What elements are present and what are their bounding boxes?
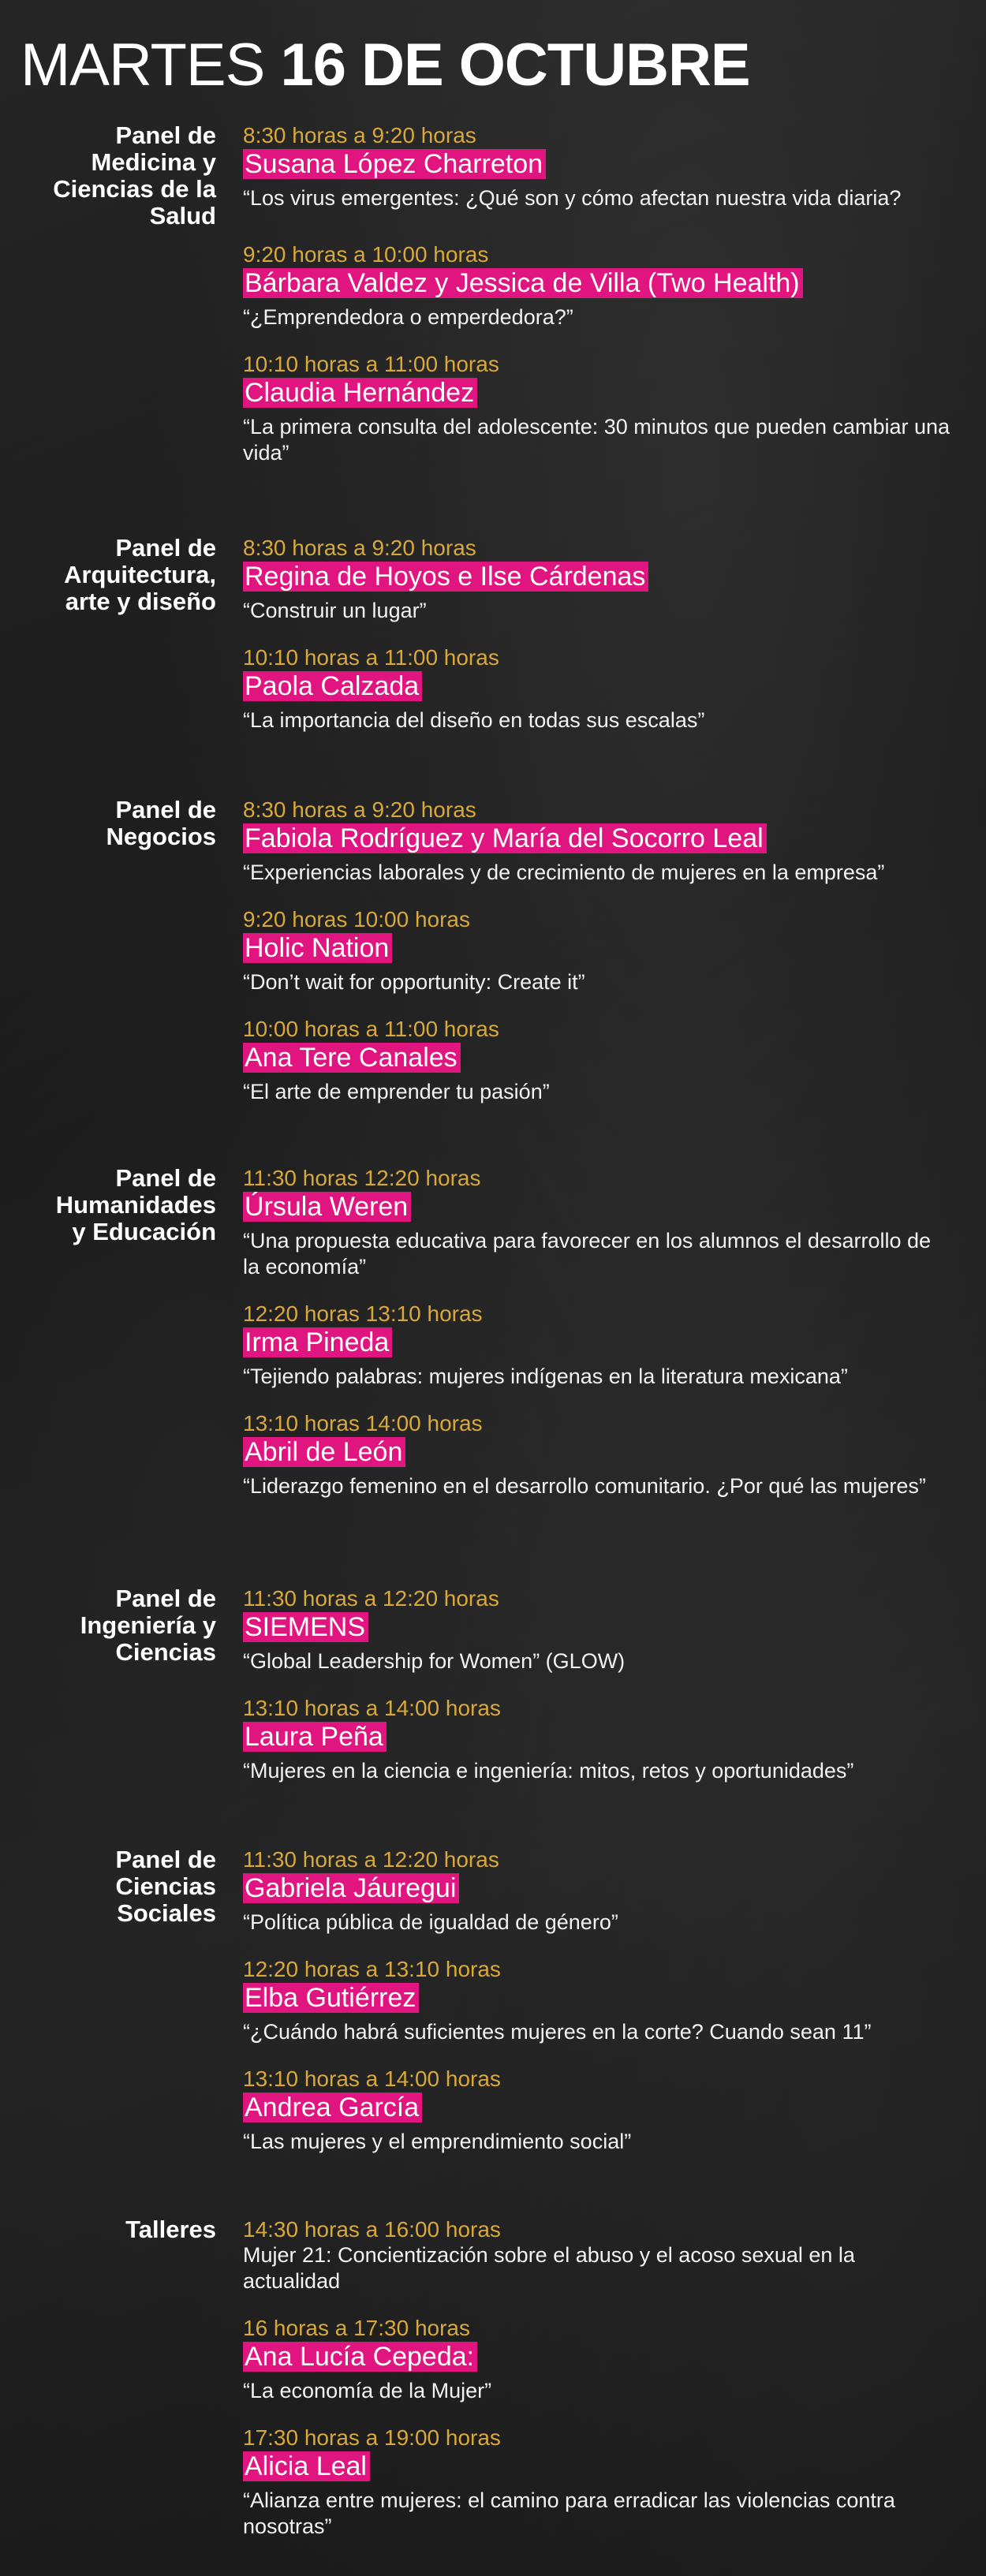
session-time: 10:00 horas a 11:00 horas: [243, 1017, 499, 1041]
speaker-name: Ana Lucía Cepeda:: [243, 2342, 477, 2372]
session-topic: “Política pública de igualdad de género”: [243, 1910, 618, 1934]
session-topic: “Construir un lugar”: [243, 599, 427, 622]
panel-name: Panel de Medicina y Ciencias de la Salud: [53, 121, 216, 230]
speaker-name: Bárbara Valdez y Jessica de Villa (Two Health): [243, 268, 803, 298]
session-topic: “Don’t wait for opportunity: Create it”: [243, 970, 585, 994]
session-item: [243, 1301, 953, 1390]
speaker-name: Irma Pineda: [243, 1327, 392, 1357]
speaker-name: SIEMENS: [243, 1612, 368, 1642]
speaker-name: Paola Calzada: [243, 671, 422, 701]
panel-name: Panel de Ingeniería y Ciencias: [80, 1585, 216, 1666]
session-topic: “La importancia del diseño en todas sus escalas”: [243, 708, 705, 732]
session-topic: “¿Cuándo habrá suficientes mujeres en la corte? Cuando sean 11”: [243, 2020, 872, 2044]
session-item: [243, 2066, 953, 2155]
session-item: [243, 1846, 953, 1936]
session-topic: “Una propuesta educativa para favorecer en los alumnos el desarrollo de la economía”: [243, 1229, 932, 1279]
panel-name: Talleres: [125, 2216, 216, 2243]
speaker-name: Laura Peña: [243, 1722, 387, 1752]
session-item: [243, 797, 953, 886]
session-item: [243, 906, 953, 995]
session-list: [243, 2216, 953, 2560]
speaker-name: Elba Gutiérrez: [243, 1983, 419, 2013]
session-time: 8:30 horas a 9:20 horas: [243, 123, 476, 147]
session-time: 13:10 horas 14:00 horas: [243, 1411, 483, 1435]
session-list: [243, 1585, 953, 1805]
session-time: 17:30 horas a 19:00 horas: [243, 2425, 501, 2450]
session-item: [243, 644, 953, 734]
session-time: 10:10 horas a 11:00 horas: [243, 352, 499, 376]
speaker-name: Andrea García: [243, 2093, 422, 2122]
session-time: 9:20 horas a 10:00 horas: [243, 242, 489, 267]
session-time: 11:30 horas a 12:20 horas: [243, 1847, 499, 1872]
session-time: 11:30 horas a 12:20 horas: [243, 1586, 499, 1611]
session-topic: “Tejiendo palabras: mujeres indígenas en la literatura mexicana”: [243, 1365, 848, 1388]
session-time: 13:10 horas a 14:00 horas: [243, 2066, 501, 2091]
title-date: 16 DE OCTUBRE: [280, 32, 750, 99]
session-topic: Mujer 21: Concientización sobre el abuso y el acoso sexual en la actualidad: [243, 2243, 855, 2293]
session-item: [243, 351, 953, 466]
session-topic: “La economía de la Mujer”: [243, 2379, 492, 2402]
speaker-name: Úrsula Weren: [243, 1192, 411, 1222]
session-time: 12:20 horas a 13:10 horas: [243, 1957, 501, 1981]
session-item: [243, 2425, 953, 2540]
session-topic: “¿Emprendedora o emperdedora?”: [243, 305, 573, 329]
speaker-name: Alicia Leal: [243, 2451, 370, 2481]
session-item: [243, 2315, 953, 2404]
speaker-name: Fabiola Rodríguez y María del Socorro Leal: [243, 823, 767, 853]
session-time: 16 horas a 17:30 horas: [243, 2316, 470, 2340]
session-topic: “La primera consulta del adolescente: 30 minutos que pueden cambiar una vida”: [243, 415, 951, 465]
session-topic: “Mujeres en la ciencia e ingeniería: mitos, retos y oportunidades”: [243, 1759, 854, 1783]
session-item: [243, 1165, 953, 1280]
session-item: [243, 1016, 953, 1105]
session-item: [243, 2216, 953, 2294]
session-list: [243, 1846, 953, 2175]
session-topic: “Alianza entre mujeres: el camino para erradicar las violencias contra nosotras”: [243, 2488, 895, 2538]
session-list: [243, 797, 953, 1126]
session-item: [243, 1695, 953, 1784]
session-item: [243, 1410, 953, 1499]
speaker-name: Ana Tere Canales: [243, 1043, 461, 1073]
panel-name: Panel de Humanidades y Educación: [55, 1164, 216, 1245]
session-topic: “Las mujeres y el emprendimiento social”: [243, 2130, 632, 2153]
session-list: [243, 535, 953, 754]
session-item: [243, 241, 953, 330]
session-time: 8:30 horas a 9:20 horas: [243, 797, 476, 822]
speaker-name: Abril de León: [243, 1437, 405, 1467]
session-topic: “El arte de emprender tu pasión”: [243, 1080, 550, 1103]
session-item: [243, 1956, 953, 2045]
speaker-name: Regina de Hoyos e Ilse Cárdenas: [243, 562, 648, 592]
panel-name: Panel de Arquitectura, arte y diseño: [64, 534, 216, 615]
session-item: [243, 535, 953, 624]
speaker-name: Claudia Hernández: [243, 378, 477, 408]
session-time: 8:30 horas a 9:20 horas: [243, 536, 476, 560]
panel-name: Panel de Negocios: [106, 796, 216, 850]
session-topic: “Global Leadership for Women” (GLOW): [243, 1649, 626, 1673]
session-topic: “Los virus emergentes: ¿Qué son y cómo afectan nuestra vida diaria?: [243, 186, 902, 210]
session-item: [243, 1585, 953, 1674]
page-title: [21, 30, 750, 101]
session-list: [243, 122, 953, 487]
session-time: 12:20 horas 13:10 horas: [243, 1301, 483, 1326]
session-time: 10:10 horas a 11:00 horas: [243, 645, 499, 670]
session-time: 13:10 horas a 14:00 horas: [243, 1696, 501, 1720]
speaker-name: Holic Nation: [243, 933, 392, 963]
speaker-name: Susana López Charreton: [243, 149, 546, 179]
speaker-name: Gabriela Jáuregui: [243, 1873, 459, 1903]
session-time: 9:20 horas 10:00 horas: [243, 907, 470, 931]
session-item: [243, 122, 953, 211]
session-time: 14:30 horas a 16:00 horas: [243, 2217, 501, 2242]
session-time: 11:30 horas 12:20 horas: [243, 1166, 481, 1190]
panel-name: Panel de Ciencias Sociales: [115, 1846, 216, 1927]
session-topic: “Experiencias laborales y de crecimiento de mujeres en la empresa”: [243, 861, 885, 884]
title-day: MARTES: [21, 32, 281, 99]
session-topic: “Liderazgo femenino en el desarrollo comunitario. ¿Por qué las mujeres”: [243, 1474, 926, 1498]
session-list: [243, 1165, 953, 1520]
